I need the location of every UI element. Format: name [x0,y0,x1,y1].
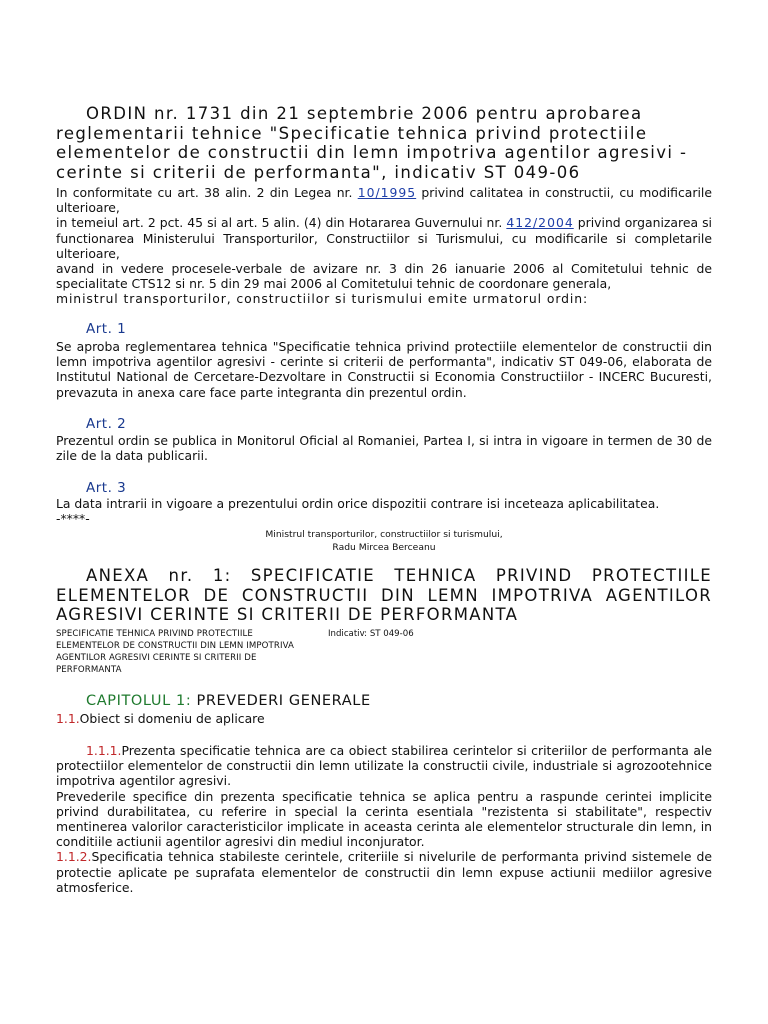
article-3-text [56,496,712,526]
section-1-1-1-paragraph-2: Prevederile specifice din prezenta specificatie tehnica se aplica pentru a raspunde cerintei implicite privind durabilitatea, cu referire in special la cerinta esentiala "rezistenta si stabilitate", respectiv mentinerea valorilor caracteristicilor implicate in aceasta cerinta ale elementelor structurale din lemn, in conditiile actiunii agentilor agresivi din mediul inconjurator. [56,788,712,850]
chapter-title: PREVEDERI GENERALE [191,693,371,709]
section-1-1-1-paragraph [56,743,712,789]
intro-p2-text: in temeiul art. 2 pct. 45 si al art. 5 alin. (4) din Hotararea Guvernului nr. [56,215,507,231]
signature-title: Ministrul transporturilor, constructiilor si turismului, [265,529,503,540]
intro-paragraph-3: avand in vedere procesele-verbale de avizare nr. 3 din 26 ianuarie 2006 al Comitetului tehnic de specialitate CTS12 si nr. 5 din 29 mai 2006 al Comitetului tehnic de coordonare generala, [56,261,712,292]
article-3-paragraph: La data intrarii in vigoare a prezentului ordin orice dispozitii contrare isi inceteaza aplicabilitatea. [56,496,660,511]
section-1-1-2-text: Specificatia tehnica stabileste cerintele, criteriile si nivelurile de performanta privind sistemele de protectie aplicate pe suprafata elementelor de constructii din lemn expuse actiunii mediilor agresive atmosferice. [56,849,712,895]
intro-paragraph-1 [56,185,712,215]
section-1-1-1-number: 1.1.1. [86,743,122,758]
annex-meta-indicativ: Indicativ: ST 049-06 [328,629,414,639]
section-1-1-2-number: 1.1.2. [56,849,92,865]
annex-title-text: ANEXA nr. 1: SPECIFICATIE TEHNICA PRIVIND PROTECTIILE ELEMENTELOR DE CONSTRUCTII DIN LEMN IMPOTRIVA AGENTILOR AGRESIVI CERINTE SI CRITERII DE PERFORMANTA [56,566,712,624]
section-1-1-1-text: Prezenta specificatie tehnica are ca obiect stabilirea cerintelor si criteriilor de performanta ale protectiilor elementelor de constructii din lemn utilizate la constructii civile, industriale si agrozootehnice impotriva agentilor agresivi. [56,743,712,789]
chapter-1-heading [86,693,371,709]
annex-meta-title: SPECIFICATIE TEHNICA PRIVIND PROTECTIILE ELEMENTELOR DE CONSTRUCTII DIN LEMN IMPOTRIVA AGENTILOR AGRESIVI CERINTE SI CRITERII DE PERFORMANTA [56,629,294,675]
section-1-1 [56,711,712,726]
annex-title [56,566,712,625]
intro-paragraph-4: ministrul transporturilor, constructiilor si turismului emite urmatorul ordin: [56,291,589,307]
section-1-1-number: 1.1. [56,711,80,726]
intro-p2-text-after: privind organizarea si functionarea Ministerului Transporturilor, Constructiilor si Turismului, cu modificarile si completarile ulterioare, [56,215,712,261]
intro-block [56,185,712,307]
separator: -****- [56,511,90,527]
intro-p1-text: In conformitate cu art. 38 alin. 2 din Legea nr. [56,185,358,200]
order-title-text: ORDIN nr. 1731 din 21 septembrie 2006 pentru aprobarea reglementarii tehnice "Specificatie tehnica privind protectiile elementelor de constructii din lemn impotriva agentilor agresivi - cerinte si criterii de performanta", indicativ ST 049-06 [56,104,688,182]
section-1-1-heading [56,711,712,726]
article-2-text: Prezentul ordin se publica in Monitorul Oficial al Romaniei, Partea I, si intra in vigoare in termen de 30 de zile de la data publicarii. [56,433,712,464]
signature-block [56,528,712,554]
article-3-heading: Art. 3 [86,480,127,496]
chapter-label: CAPITOLUL 1: [86,693,192,709]
article-1-heading: Art. 1 [86,321,127,337]
intro-p1-text-after: privind calitatea in constructii, cu modificarile ulterioare, [56,185,712,216]
article-2-heading: Art. 2 [86,416,127,432]
section-1-1-1 [56,743,712,895]
section-1-1-2-paragraph [56,849,712,895]
hg-412-2004-link[interactable]: 412/2004 [506,215,574,231]
article-1-text: Se aproba reglementarea tehnica "Specificatie tehnica privind protectiile elementelor de constructii din lemn impotriva agentilor agresivi - cerinte si criterii de performanta", indicativ ST 049-06, elaborata de Institutul National de Cercetare-Dezvoltare in Constructii si Economia Constructiilor - INCERC Bucuresti, prevazuta in anexa care face parte integranta din prezentul ordin. [56,339,712,400]
signature-name: Radu Mircea Berceanu [332,542,436,553]
intro-paragraph-2 [56,215,712,261]
section-1-1-title: Obiect si domeniu de aplicare [79,711,265,726]
order-title [56,104,716,182]
law-10-1995-link[interactable]: 10/1995 [357,185,417,200]
